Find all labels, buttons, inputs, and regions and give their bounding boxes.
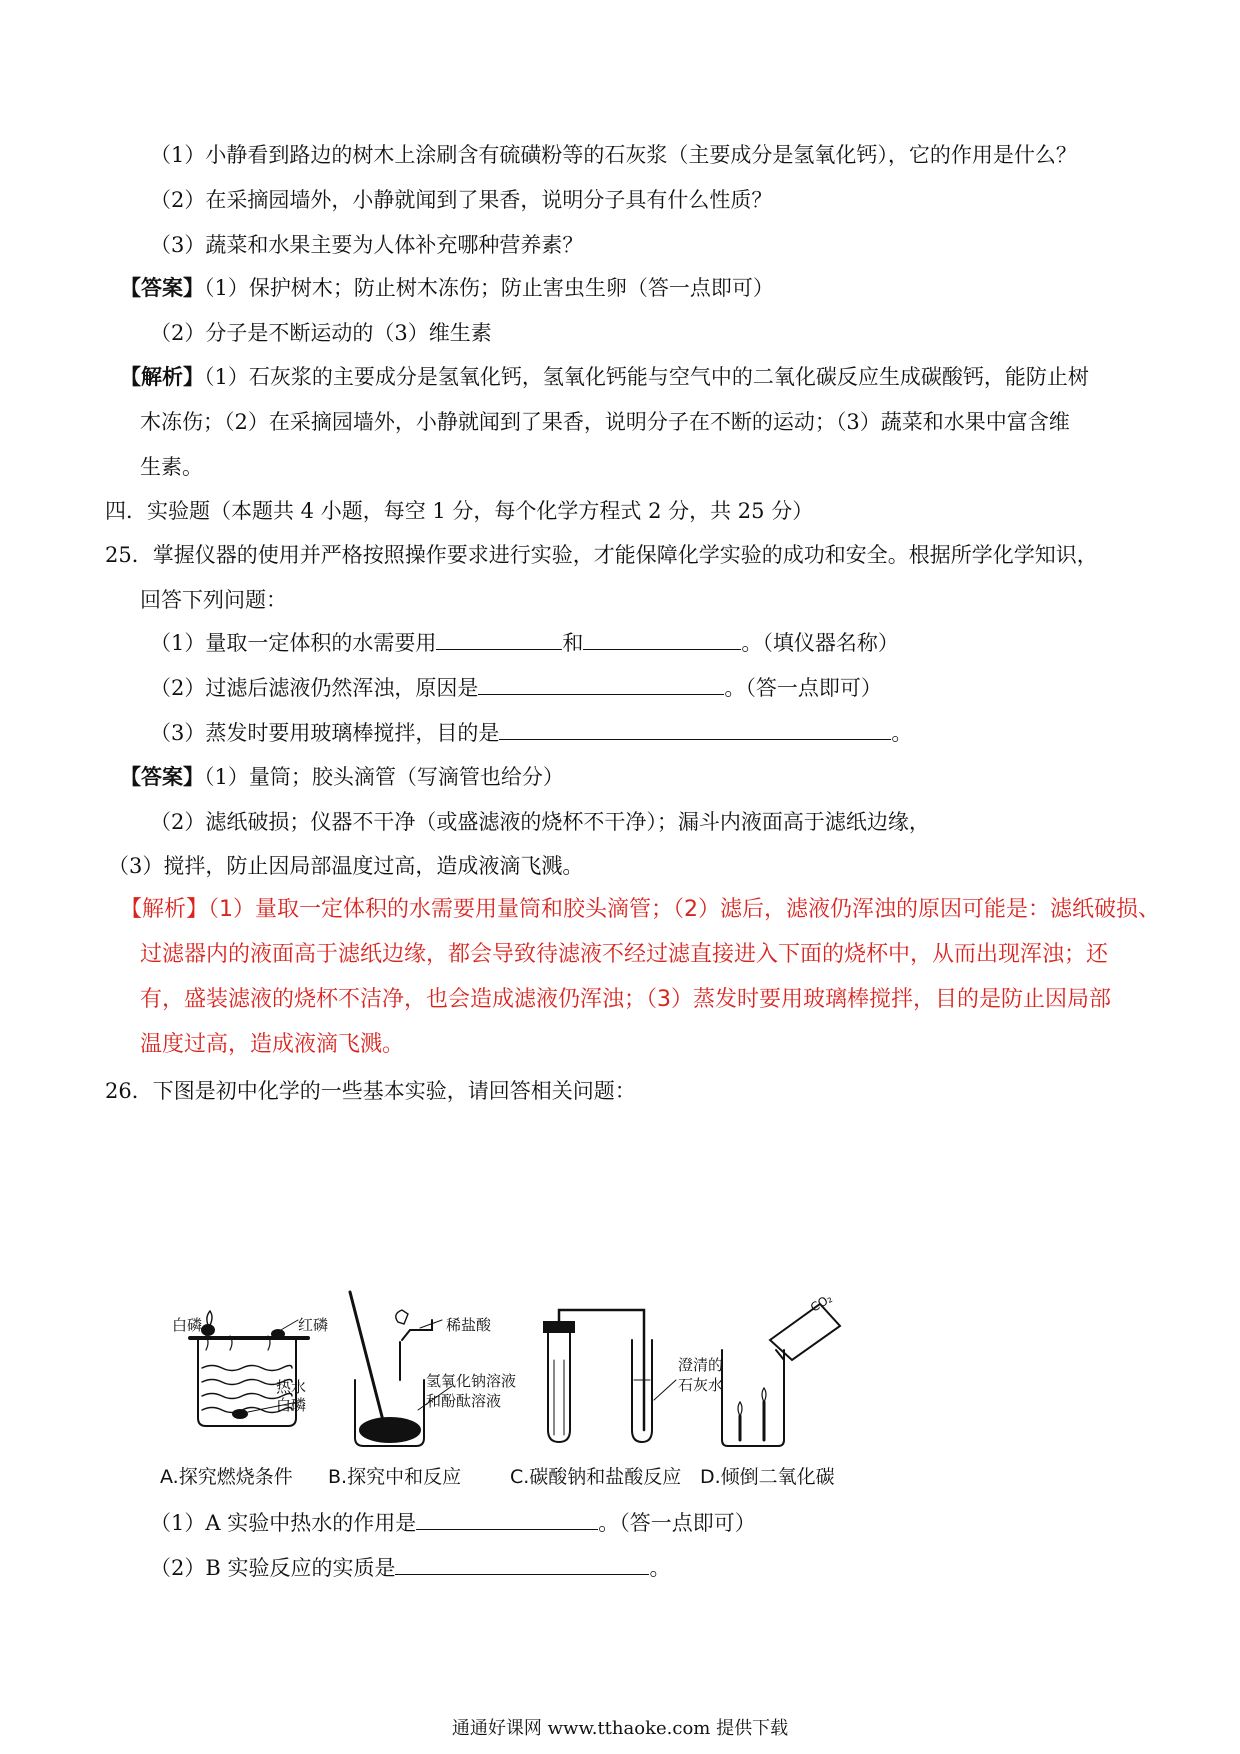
label-limewater-2: 石灰水 xyxy=(678,1376,724,1394)
q24-analysis-line-3: 生素。 xyxy=(140,455,203,479)
q25-part-1-text: （1）量取一定体积的水需要用 xyxy=(150,631,437,655)
label-red-phosphorus: 红磷 xyxy=(298,1316,329,1334)
answer-tag: 【答案】 xyxy=(120,764,204,789)
label-limewater-1: 澄清的 xyxy=(678,1356,724,1374)
label-hot-water: 热水 xyxy=(276,1378,307,1396)
q25-answer-line-3: （3）搅拌，防止因局部温度过高，造成液滴飞溅。 xyxy=(108,854,584,878)
beaker-b-drawing xyxy=(350,1292,452,1446)
analysis-tag: 【解析】 xyxy=(120,364,204,389)
q26-part-1-text: （1）A 实验中热水的作用是 xyxy=(150,1511,417,1535)
q25-part-1 xyxy=(150,628,899,658)
tube-apparatus-c-drawing xyxy=(544,1310,676,1442)
q25-part-1-hint: 。（填仪器名称） xyxy=(741,631,899,655)
answer-blank[interactable] xyxy=(478,674,724,695)
label-co2: CO₂ xyxy=(808,1291,835,1315)
q25-part-2-hint: 。（答一点即可） xyxy=(724,676,882,700)
answer-blank[interactable] xyxy=(395,1554,649,1575)
q25-part-1-and: 和 xyxy=(562,631,584,655)
q25-analysis-line-2: 过滤器内的液面高于滤纸边缘，都会导致待滤液不经过滤直接进入下面的烧杯中，从而出现浑浊；还 xyxy=(140,942,1109,967)
beaker-d-drawing xyxy=(722,1304,840,1446)
q26-stem: 26．下图是初中化学的一些基本实验，请回答相关问题： xyxy=(105,1079,636,1103)
q25-stem-1: 25．掌握仪器的使用并严格按照操作要求进行实验，才能保障化学实验的成功和安全。根据所学化学知识， xyxy=(105,543,1098,567)
q25-analysis-line-1: 【解析】（1）量取一定体积的水需要用量筒和胶头滴管；（2）滤后，滤液仍浑浊的原因可能是：滤纸破损、 xyxy=(120,897,1160,922)
q25-analysis-line-3: 有，盛装滤液的烧杯不洁净，也会造成滤液仍浑浊；（3）蒸发时要用玻璃棒搅拌，目的是防止因局部 xyxy=(140,987,1112,1012)
q24-question-3: （3）蔬菜和水果主要为人体补充哪种营养素？ xyxy=(150,233,584,257)
q25-part-2-text: （2）过滤后滤液仍然浑浊，原因是 xyxy=(150,676,479,700)
q25-part-3-text: （3）蒸发时要用玻璃棒搅拌，目的是 xyxy=(150,721,500,745)
q26-part-2 xyxy=(150,1553,670,1583)
q25-answer-text-1: （1）量筒；胶头滴管（写滴管也给分） xyxy=(204,765,564,789)
label-white-phosphorus-top: 白磷 xyxy=(172,1316,203,1334)
caption-b: B.探究中和反应 xyxy=(328,1466,462,1488)
q25-stem-2: 回答下列问题： xyxy=(140,588,287,612)
q25-answer-line-1 xyxy=(120,762,564,792)
caption-a: A.探究燃烧条件 xyxy=(160,1466,293,1488)
q24-analysis-line-1 xyxy=(120,362,1089,392)
experiment-figure xyxy=(160,1290,950,1500)
q26-part-2-text: （2）B 实验反应的实质是 xyxy=(150,1556,396,1580)
q24-answer-text-1: （1）保护树木；防止树木冻伤；防止害虫生卵（答一点即可） xyxy=(204,276,774,300)
answer-blank[interactable] xyxy=(583,629,741,650)
q24-answer-line-2: （2）分子是不断运动的（3）维生素 xyxy=(150,321,492,345)
q24-analysis-line-2: 木冻伤；（2）在采摘园墙外，小静就闻到了果香，说明分子在不断的运动；（3）蔬菜和水果中富含维 xyxy=(140,410,1070,434)
section-heading: 四．实验题（本题共 4 小题，每空 1 分，每个化学方程式 2 分，共 25 分） xyxy=(105,499,814,523)
caption-d: D.倾倒二氧化碳 xyxy=(700,1466,835,1488)
label-white-phosphorus-bottom: 白磷 xyxy=(276,1396,307,1414)
q25-part-3 xyxy=(150,718,912,748)
q25-answer-line-2: （2）滤纸破损；仪器不干净（或盛滤液的烧杯不干净）；漏斗内液面高于滤纸边缘， xyxy=(150,810,930,834)
q25-analysis-line-4: 温度过高，造成液滴飞溅。 xyxy=(140,1032,405,1057)
q24-analysis-text-1: （1）石灰浆的主要成分是氢氧化钙，氢氧化钙能与空气中的二氧化碳反应生成碳酸钙，能防止树 xyxy=(204,365,1089,389)
label-naoh-solution: 氢氧化钠溶液 xyxy=(426,1372,517,1390)
page-footer: 通通好课网 www.tthaoke.com 提供下载 xyxy=(451,1718,789,1739)
q25-part-3-end: 。 xyxy=(891,721,913,745)
answer-tag: 【答案】 xyxy=(120,275,204,300)
answer-blank[interactable] xyxy=(416,1509,598,1530)
q24-answer-line-1 xyxy=(120,273,774,303)
caption-c: C.碳酸钠和盐酸反应 xyxy=(510,1466,682,1488)
q26-part-2-end: 。 xyxy=(649,1556,671,1580)
label-dilute-hcl: 稀盐酸 xyxy=(446,1316,492,1334)
q24-question-2: （2）在采摘园墙外，小静就闻到了果香，说明分子具有什么性质？ xyxy=(150,188,773,212)
q24-question-1: （1）小静看到路边的树木上涂刷含有硫磺粉等的石灰浆（主要成分是氢氧化钙），它的作用是什么？ xyxy=(150,143,1077,167)
label-phenolphthalein: 和酚酞溶液 xyxy=(426,1392,502,1410)
q25-part-2 xyxy=(150,673,882,703)
answer-blank[interactable] xyxy=(436,629,562,650)
q26-part-1 xyxy=(150,1508,756,1538)
q26-part-1-hint: 。（答一点即可） xyxy=(598,1511,756,1535)
answer-blank[interactable] xyxy=(499,719,891,740)
